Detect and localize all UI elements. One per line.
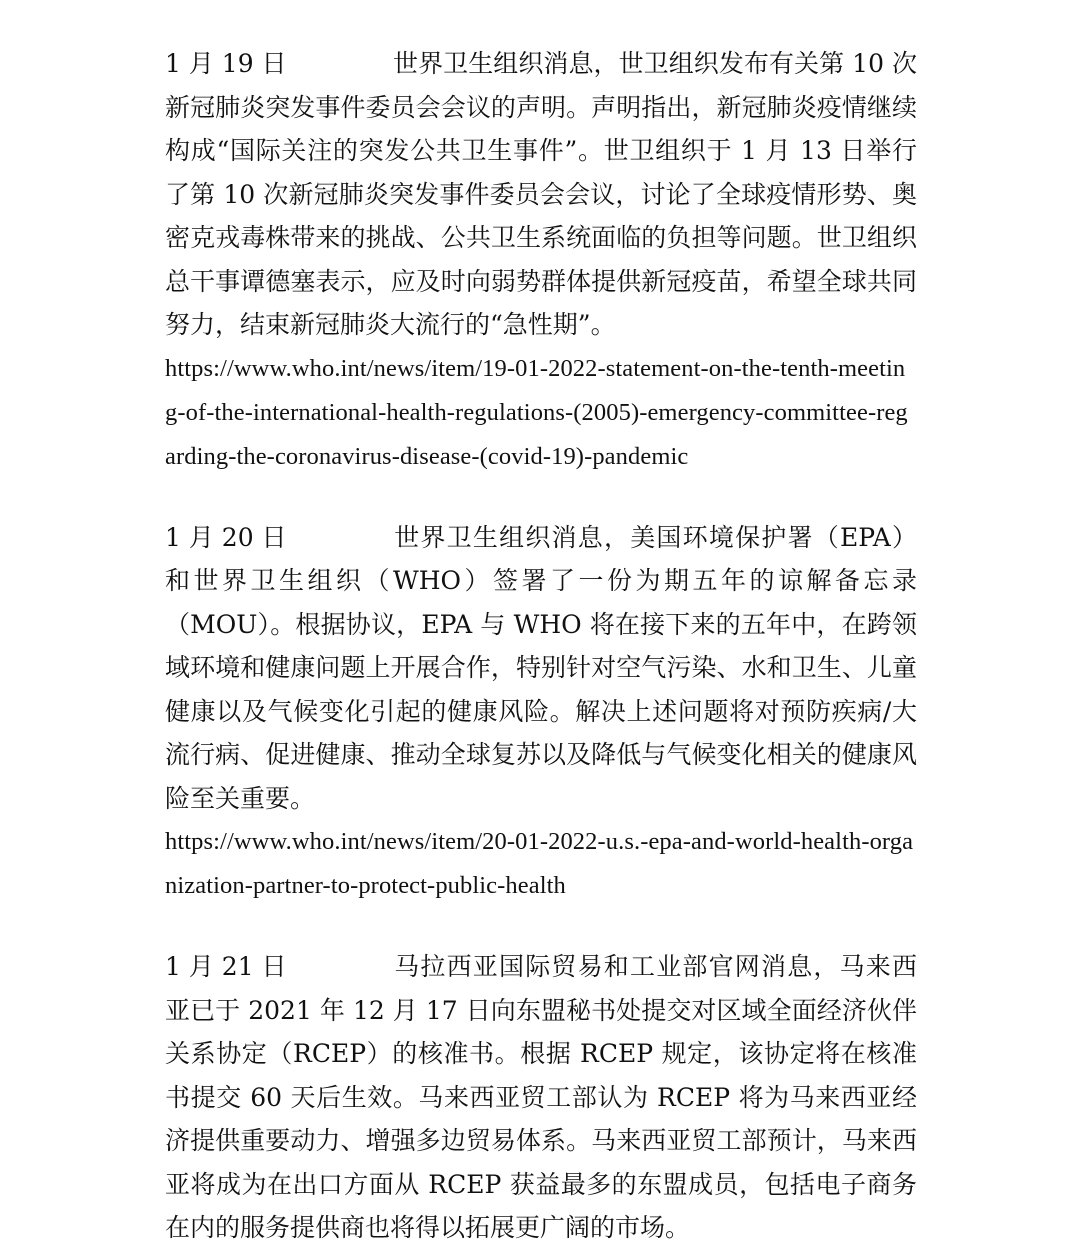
- entry-link[interactable]: https://www.who.int/news/item/20-01-2022-u.s.-epa-and-world-health-organization-partner-to-protect-public-health: [165, 828, 914, 899]
- entry-date: 1 月 21 日: [165, 952, 287, 981]
- entry-date: 1 月 20 日: [165, 522, 287, 552]
- entry-text: 世界卫生组织消息，美国环境保护署（EPA）和世界卫生组织（WHO）签署了一份为期五年的谅解备忘录（MOU）。根据协议，EPA 与 WHO 将在接下来的五年中，在跨领域环境和健康问题上开展合作，特别针对空气污染、水和卫生、儿童健康以及气候变化引起的健康风险。解决上述问题将对预防疾病/大流行病、促进健康、推动全球复苏以及降低与气候变化相关的健康风险至关重要。: [165, 522, 917, 813]
- news-digest: [165, 42, 917, 1250]
- entry-body: [165, 945, 917, 1250]
- entry-body: [165, 516, 917, 821]
- entry-text: 马拉西亚国际贸易和工业部官网消息，马来西亚已于 2021 年 12 月 17 日向东盟秘书处提交对区域全面经济伙伴关系协定（RCEP）的核准书。根据 RCEP 规定，该协定将在核准书提交 60 天后生效。马来西亚贸工部认为 RCEP 将为马来西亚经济提供重要动力、增强多边贸易体系。马来西亚贸工部预计，马来西亚将成为在出口方面从 RCEP 获益最多的东盟成员，包括电子商务在内的服务提供商也将得以拓展更广阔的市场。: [165, 952, 917, 1242]
- entry-text: 世界卫生组织消息，世卫组织发布有关第 10 次新冠肺炎突发事件委员会会议的声明。声明指出，新冠肺炎疫情继续构成“国际关注的突发公共卫生事件”。世卫组织于 1 月 13 日举行了第 10 次新冠肺炎突发事件委员会会议，讨论了全球疫情形势、奥密克戎毒株带来的挑战、公共卫生系统面临的负担等问题。世卫组织总干事谭德塞表示，应及时向弱势群体提供新冠疫苗，希望全球共同努力，结束新冠肺炎大流行的“急性期”。: [165, 49, 917, 339]
- news-entry-jan-19: [165, 42, 917, 479]
- news-entry-jan-21: [165, 945, 917, 1250]
- news-entry-jan-20: [165, 516, 917, 909]
- entry-date: 1 月 19 日: [165, 49, 287, 78]
- entry-body: [165, 42, 917, 347]
- entry-link[interactable]: https://www.who.int/news/item/19-01-2022-statement-on-the-tenth-meeting-of-the-international-health-regulations-(2005)-emergency-committee-regarding-the-coronavirus-disease-(covid-19)-pandemic: [165, 354, 908, 470]
